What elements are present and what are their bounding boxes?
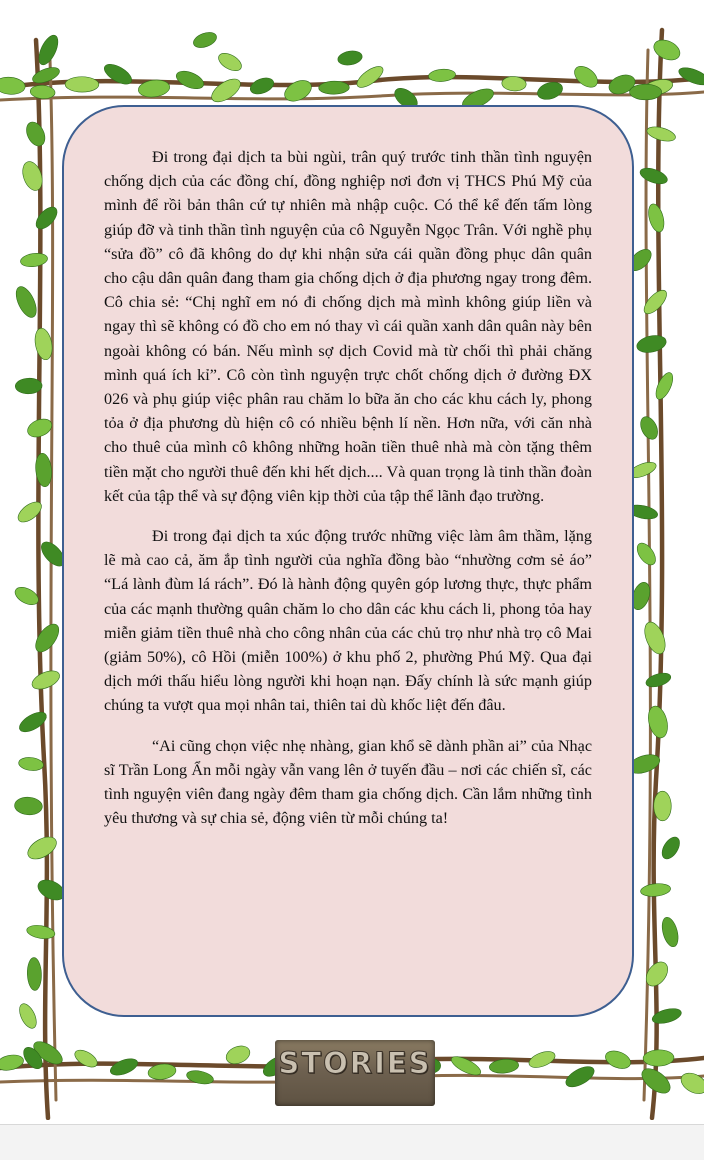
paragraph-1: Đi trong đại dịch ta bùi ngùi, trân quý trước tinh thần tình nguyện chống dịch của các đồng chí, đồng nghiệp nơi đơn vị THCS Phú Mỹ của mình để rồi bản thân cứ tự nhiên mà nhập cuộc. Có thể kể đến tấm lòng giúp đỡ và tinh thần tình nguyện của cô Nguyễn Ngọc Trân. Với nghề phụ “sửa đồ” cô đã không do dự khi nhận sửa cái quần đồng phục dân quân cho cậu dân quân đang tham gia chống dịch ở địa phương ngay trong đêm. Cô chia sẻ: “Chị nghĩ em nó đi chống dịch mà mình không giúp liền và ngay thì sẽ không có đồ cho em nó thay vì cái quần xanh dân quân này bên ngoài không có bán. Nếu mình sợ dịch Covid mà từ chối thì phải chăng mình quá ích kỉ”. Cô còn tình nguyện trực chốt chống dịch ở đường ĐX 026 và phụ giúp việc phân rau chăm lo bữa ăn cho các khu cách ly, phong tỏa ở địa phương dù hiện cô có nhiều bệnh lí nền. Hơn nữa, với căn nhà cho thuê của mình cô không những hoãn tiền thuê nhà mà còn tặng thêm tiền mặt cho người thuê đến khi hết dịch.... Và quan trọng là tinh thần đoàn kết của tập thể và sự động viên kịp thời của tập thể lãnh đạo trường. xyxy=(104,148,592,505)
paragraph-3: “Ai cũng chọn việc nhẹ nhàng, gian khổ sẽ dành phần ai” của Nhạc sĩ Trần Long Ẩn mỗi ngày vẫn vang lên ở tuyến đầu – nơi các chiến sĩ, các tình nguyện viên đang ngày đêm tham gia chống dịch. Cần lắm những tình yêu thương và sự chia sẻ, động viên từ mỗi chúng ta! xyxy=(104,736,592,828)
bottom-scrollbar-area xyxy=(0,1124,704,1160)
text-card xyxy=(62,105,634,1017)
paragraph-2: Đi trong đại dịch ta xúc động trước những việc làm âm thầm, lặng lẽ mà cao cả, ăm ắp tình người của nghĩa đồng bào “nhường cơm sẻ áo” “Lá lành đùm lá rách”. Đó là hành động quyên góp lương thực, thực phẩm của các mạnh thường quân chăm lo cho dân các khu cách li, phong tỏa hay miễn giảm tiền thuê nhà cho công nhân của các chủ trọ như nhà trọ cô Mai (giảm 50%), cô Hồi (miễn 100%) ở khu phố 2, phường Phú Mỹ. Qua đại dịch mới thấu hiểu lòng người khi hoạn nạn. Đấy chính là sức mạnh giúp chúng ta vượt qua mọi nhân tai, thiên tai dù khốc liệt đến đâu. xyxy=(104,527,592,715)
stories-plaque xyxy=(275,1040,435,1106)
stories-label: STORIES xyxy=(278,1046,432,1080)
